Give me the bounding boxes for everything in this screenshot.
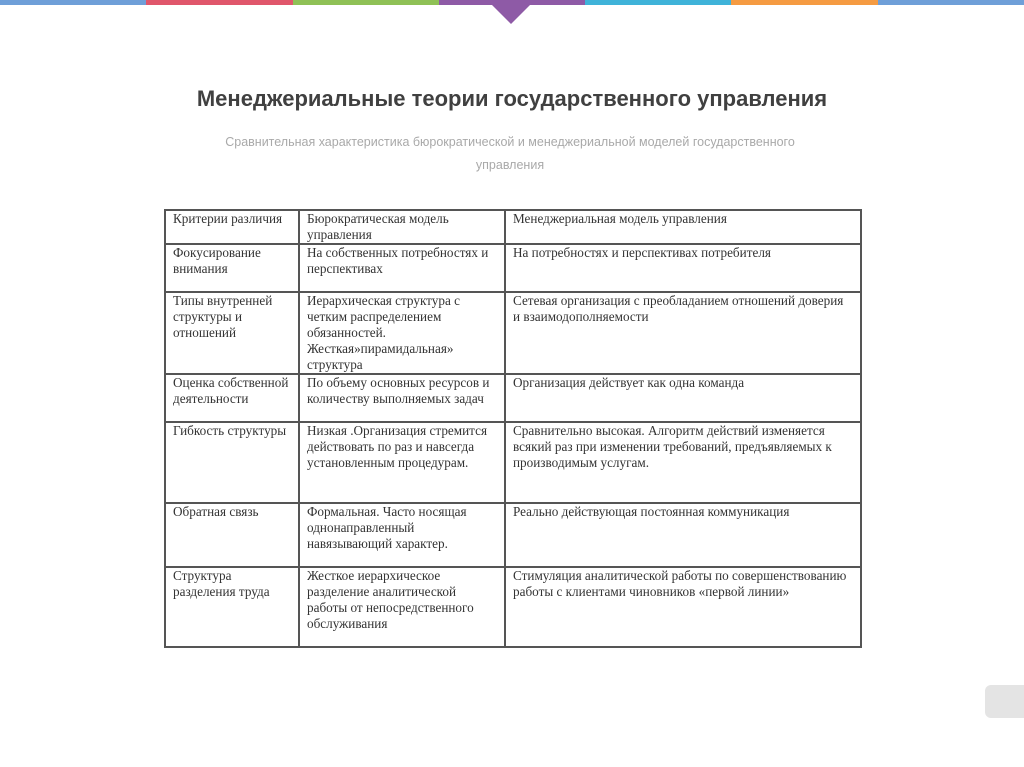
table-row [165,567,861,647]
bureaucratic-cell: Низкая .Организация стремится действовать по раз и навсегда установленным процедурам. [299,422,505,503]
top-bar-segment [878,0,1024,5]
table-row [165,422,861,503]
bureaucratic-cell: По объему основных ресурсов и количеству выполняемых задач [299,374,505,422]
bureaucratic-cell: Жесткое иерархическое разделение аналитической работы от непосредственного обслуживания [299,567,505,647]
table-row [165,244,861,292]
top-bar-segment [293,0,439,5]
slide-scroll-tab[interactable] [985,685,1024,718]
top-bar-segment [146,0,292,5]
managerial-cell: Реально действующая постоянная коммуникация [505,503,861,567]
top-bar-segment [731,0,877,5]
criterion-cell: Типы внутренней структуры и отношений [165,292,299,374]
criterion-cell: Гибкость структуры [165,422,299,503]
criterion-cell: Структура разделения труда [165,567,299,647]
comparison-table-container [164,209,860,648]
bureaucratic-cell: Формальная. Часто носящая однонаправленный навязывающий характер. [299,503,505,567]
managerial-cell: Сетевая организация с преобладанием отношений доверия и взаимодополняемости [505,292,861,374]
slide-subtitle: Сравнительная характеристика бюрократической и менеджериальной моделей государственного управления [225,135,795,172]
table-header-row [165,210,861,244]
slide-title: Менеджериальные теории государственного управления [196,86,828,111]
managerial-cell: Организация действует как одна команда [505,374,861,422]
managerial-cell: Сравнительно высокая. Алгоритм действий изменяется всякий раз при изменении требований, предъявляемых к производимым услугам. [505,422,861,503]
table-row [165,374,861,422]
top-bar-segment [0,0,146,5]
criterion-cell: Обратная связь [165,503,299,567]
managerial-cell: Стимуляция аналитической работы по совершенствованию работы с клиентами чиновников «первой линии» [505,567,861,647]
top-pointer-triangle [492,5,530,24]
header-cell: Менеджериальная модель управления [505,210,861,244]
managerial-cell: На потребностях и перспективах потребителя [505,244,861,292]
top-bar-segment [585,0,731,5]
table-row [165,503,861,567]
criterion-cell: Оценка собственной деятельности [165,374,299,422]
table-row [165,292,861,374]
bureaucratic-cell: Иерархическая структура с четким распределением обязанностей. Жесткая»пирамидальная» структура [299,292,505,374]
comparison-table [164,209,862,648]
header-cell: Критерии различия [165,210,299,244]
bureaucratic-cell: На собственных потребностях и перспективах [299,244,505,292]
criterion-cell: Фокусирование внимания [165,244,299,292]
header-cell: Бюрократическая модель управления [299,210,505,244]
